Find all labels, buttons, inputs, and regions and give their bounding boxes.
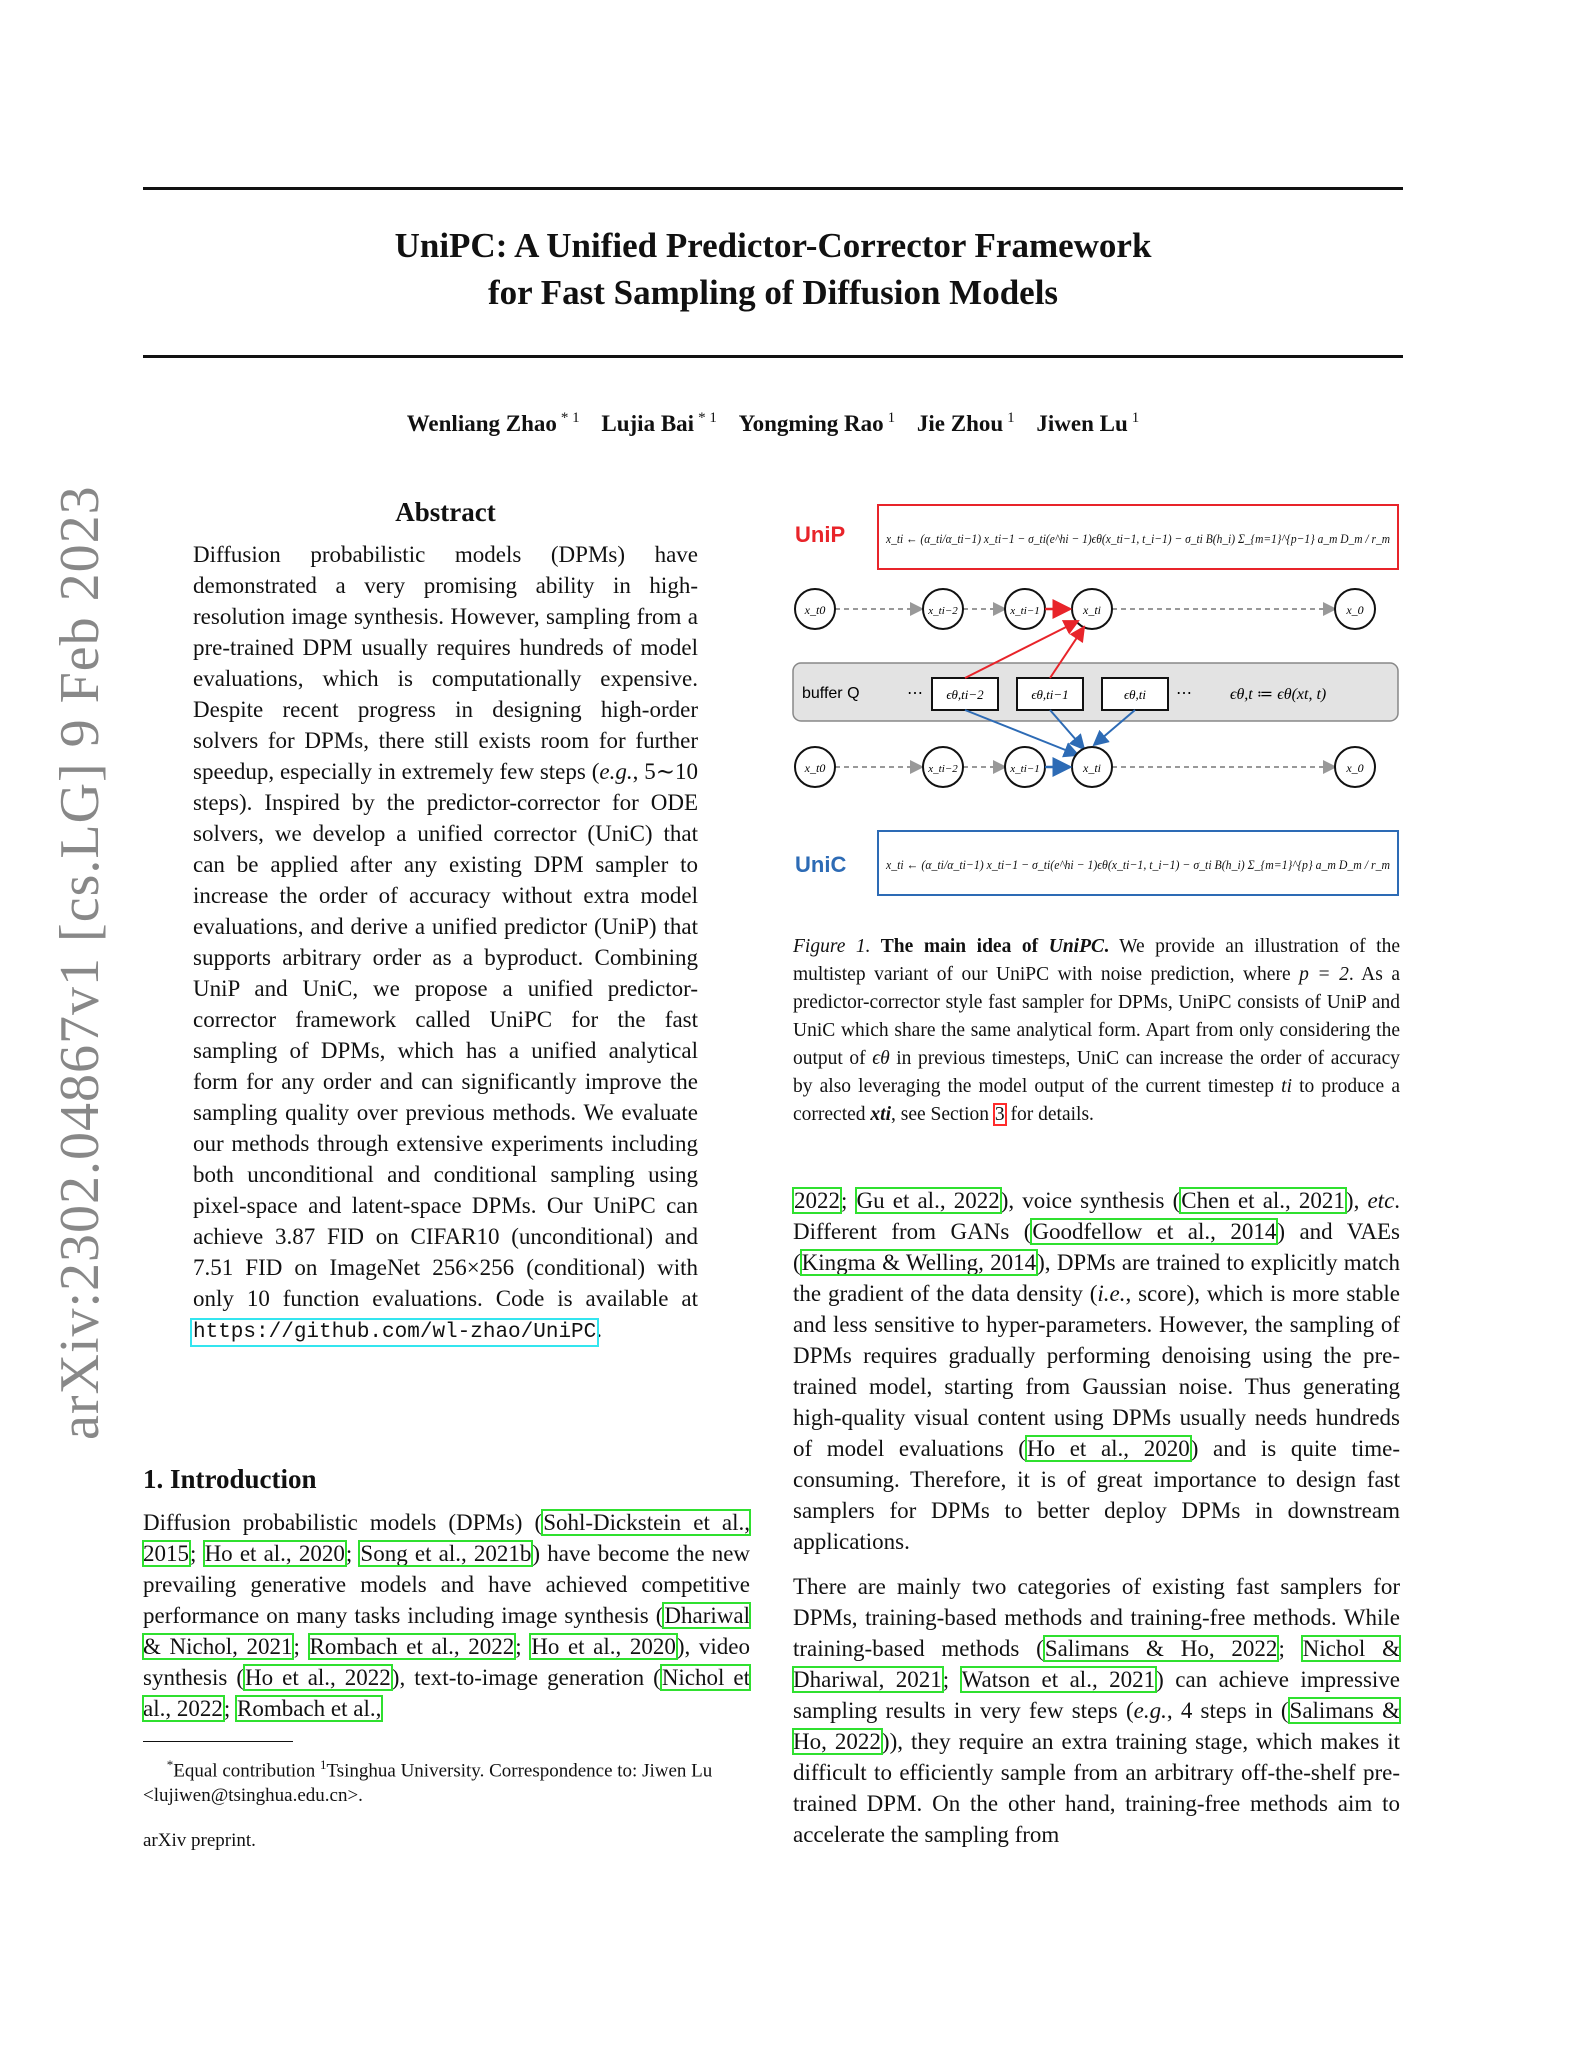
unipc-figure bbox=[790, 495, 1403, 915]
node-label: x_ti−2 bbox=[928, 605, 958, 617]
citation-link[interactable]: Salimans & Ho, 2022 bbox=[793, 1698, 1400, 1754]
unic-label: UniC bbox=[795, 852, 847, 877]
figure-caption: Figure 1. The main idea of UniPC. We provide an illustration of the multistep variant of our UniPC with noise prediction, where p = 2. As a predictor-corrector style fast sampler for DPMs, UniPC consists of UniP and UniC which share the same analytical form. Apart from only considering the output of ϵθ in previous timesteps, UniC can increase the order of accuracy by also leveraging the model output of the current timestep ti to produce a corrected xti, see Section 3 for details. bbox=[793, 936, 1400, 1125]
author: Lujia Bai $^{* 1}$ bbox=[601, 410, 717, 436]
citation-link[interactable]: Rombach et al., bbox=[237, 1696, 382, 1721]
buffer-row bbox=[793, 663, 1398, 721]
svg-text:⋯: ⋯ bbox=[1176, 685, 1192, 702]
corrector-timeline bbox=[795, 747, 1375, 787]
citation-link[interactable]: Song et al., 2021b bbox=[360, 1541, 532, 1566]
citation-link[interactable]: Salimans & Ho, 2022 bbox=[1044, 1636, 1278, 1661]
node-label: x_ti−1 bbox=[1010, 605, 1040, 617]
author: Yongming Rao $^1$ bbox=[738, 410, 896, 436]
abstract-heading: Abstract bbox=[395, 497, 496, 527]
citation-link[interactable]: Nichol et al., 2022 bbox=[143, 1665, 751, 1721]
buffer-item: ϵθ,ti bbox=[1123, 687, 1147, 702]
code-url-link[interactable]: https://github.com/wl-zhao/UniPC bbox=[193, 1321, 597, 1344]
title-top-rule bbox=[143, 187, 1403, 190]
citation-link[interactable]: Watson et al., 2021 bbox=[961, 1667, 1156, 1692]
preprint-note: arXiv preprint. bbox=[143, 1830, 256, 1851]
title-line-1: UniPC: A Unified Predictor-Corrector Framework bbox=[394, 226, 1152, 265]
citation-link[interactable]: 2022 bbox=[794, 1188, 840, 1213]
node-label: x_t0 bbox=[804, 603, 826, 617]
citation-link[interactable]: Ho et al., 2020 bbox=[204, 1541, 345, 1566]
buffer-item: ϵθ,ti−2 bbox=[946, 687, 984, 702]
title-line-2: for Fast Sampling of Diffusion Models bbox=[487, 273, 1059, 312]
node-label: x_ti−2 bbox=[928, 763, 958, 775]
paragraph: There are mainly two categories of existing fast samplers for DPMs, training-based methods and training-free methods. While training-based methods (Salimans & Ho, 2022; Nichol & Dhariwal, 2021; Watson et al., 2021) can achieve impressive sampling results in very few steps (e.g., 4 steps in (Salimans & Ho, 2022)), they require an extra training stage, which makes it difficult to efficiently sample from an arbitrary off-the-shelf pre-trained DPM. On the other hand, training-free methods aim to accelerate the sampling from bbox=[793, 1574, 1401, 1847]
abstract-text: Diffusion probabilistic models (DPMs) have demonstrated a very promising ability in high-resolution image synthesis. However, sampling from a pre-trained DPM usually requires hundreds of model evaluations, which is computationally expensive. Despite recent progress in designing high-order solvers for DPMs, there still exists room for further speedup, especially in extremely few steps (e.g., 5∼10 steps). Inspired by the predictor-corrector for ODE solvers, we develop a unified corrector (UniC) that can be applied after any existing DPM sampler to increase the order of accuracy without extra model evaluations, and derive a unified predictor (UniP) that supports arbitrary order as a byproduct. Combining UniP and UniC, we propose a unified predictor-corrector framework called UniPC for the fast sampling of DPMs, which has a unified analytical form for any order and can significantly improve the sampling quality over previous methods. We evaluate our methods through extensive experiments including both unconditional and conditional sampling using pixel-space and latent-space DPMs. Our UniPC can achieve 3.87 FID on CIFAR10 (unconditional) and 7.51 FID on ImageNet 256×256 (conditional) with only 10 function evaluations. Code is available at https://github.com/wl-zhao/UniPC. bbox=[193, 542, 698, 1344]
citation-link[interactable]: Kingma & Welling, 2014 bbox=[801, 1250, 1037, 1275]
citation-link[interactable]: Goodfellow et al., 2014 bbox=[1032, 1219, 1277, 1244]
buffer-label: buffer Q bbox=[802, 685, 860, 702]
section-heading-introduction: 1. Introduction bbox=[143, 1464, 317, 1494]
node-label: x_ti bbox=[1083, 603, 1101, 617]
buffer-item: ϵθ,ti−1 bbox=[1031, 687, 1069, 702]
citation-link[interactable]: Dhariwal & Nichol, 2021 bbox=[143, 1603, 750, 1659]
citation-link[interactable]: Gu et al., 2022 bbox=[856, 1188, 1000, 1213]
citation-link[interactable]: Rombach et al., 2022 bbox=[309, 1634, 515, 1659]
author-list bbox=[143, 410, 1403, 437]
author: Wenliang Zhao $^{* 1}$ bbox=[406, 410, 580, 436]
author: Jiwen Lu $^1$ bbox=[1036, 410, 1140, 436]
unic-formula: x_ti ← (α_ti/α_ti−1) x_ti−1 − σ_ti(e^hi − 1)ϵθ(x_ti−1, t_i−1) − σ_ti B(h_i) Σ_{m=1}^{p} a_m D_m / r_m bbox=[885, 857, 1390, 872]
node-label: x_0 bbox=[1346, 761, 1364, 775]
introduction-text: Diffusion probabilistic models (DPMs) (Sohl-Dickstein et al., 2015; Ho et al., 2020; Song et al., 2021b) have become the new prevailing generative models and have achieved competitive performance on many tasks including image synthesis (Dhariwal & Nichol, 2021; Rombach et al., 2022; Ho et al., 2020), video synthesis (Ho et al., 2022), text-to-image generation (Nichol et al., 2022; Rombach et al., bbox=[143, 1510, 751, 1721]
section-ref-link[interactable]: 3 bbox=[994, 1104, 1005, 1125]
citation-link[interactable]: Chen et al., 2021 bbox=[1181, 1188, 1345, 1213]
right-column-text bbox=[793, 1185, 1400, 1864]
node-label: x_ti bbox=[1083, 761, 1101, 775]
footnote: *Equal contribution $^1$Tsinghua University. Correspondence to: Jiwen Lu <lujiwen@tsinghua.edu.cn>. bbox=[143, 1757, 713, 1807]
arxiv-identifier-stamp: arXiv:2302.04867v1 [cs.LG] 9 Feb 2023 bbox=[49, 485, 111, 1440]
paragraph: 2022; Gu et al., 2022), voice synthesis (Chen et al., 2021), etc. Different from GANs (Goodfellow et al., 2014) and VAEs (Kingma & Welling, 2014), DPMs are trained to explicitly match the gradient of the data density (i.e., score), which is more stable and less sensitive to hyper-parameters. However, the sampling of DPMs requires gradually performing denoising using the pre-trained model, starting from Gaussian noise. Thus generating high-quality visual content using DPMs usually needs hundreds of model evaluations (Ho et al., 2020) and is quite time-consuming. Therefore, it is of great importance to design fast samplers for DPMs to better deploy DPMs in downstream applications. bbox=[793, 1188, 1401, 1554]
unip-label: UniP bbox=[795, 522, 846, 547]
paper-title bbox=[143, 222, 1403, 316]
title-bottom-rule bbox=[143, 355, 1403, 358]
citation-link[interactable]: Ho et al., 2020 bbox=[531, 1634, 676, 1659]
citation-link[interactable]: Sohl-Dickstein et al., 2015 bbox=[143, 1510, 750, 1566]
epsilon-definition: ϵθ,t ≔ ϵθ(xt, t) bbox=[1230, 686, 1327, 703]
svg-text:⋯: ⋯ bbox=[907, 685, 923, 702]
citation-link[interactable]: Ho et al., 2020 bbox=[1026, 1436, 1190, 1461]
unip-formula: x_ti ← (α_ti/α_ti−1) x_ti−1 − σ_ti(e^hi − 1)ϵθ(x_ti−1, t_i−1) − σ_ti B(h_i) Σ_{m=1}^{p−1} a_m D_m / r_m bbox=[885, 531, 1390, 546]
citation-link[interactable]: Ho et al., 2022 bbox=[245, 1665, 391, 1690]
author: Jie Zhou $^1$ bbox=[916, 410, 1015, 436]
footnote-rule bbox=[143, 1741, 293, 1742]
node-label: x_0 bbox=[1346, 603, 1364, 617]
predictor-timeline bbox=[795, 589, 1375, 629]
citation-link[interactable]: Nichol & Dhariwal, 2021 bbox=[793, 1636, 1400, 1692]
node-label: x_ti−1 bbox=[1010, 763, 1040, 775]
node-label: x_t0 bbox=[804, 761, 826, 775]
